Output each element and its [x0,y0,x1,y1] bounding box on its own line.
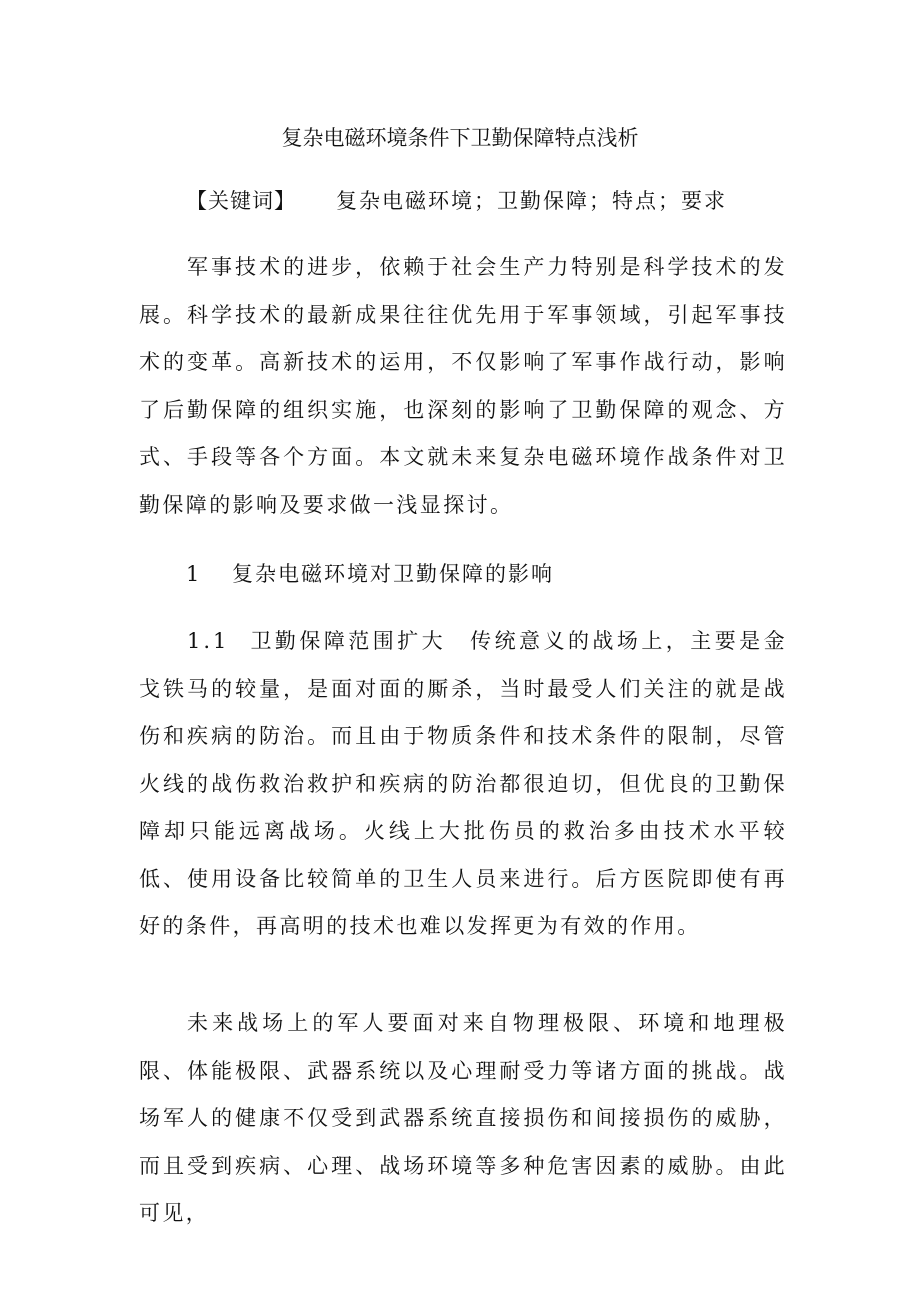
document-title: 复杂电磁环境条件下卫勤保障特点浅析 [281,126,639,150]
body-paragraph: 未来战场上的军人要面对来自物理极限、环境和地理极限、体能极限、武器系统以及心理耐受力等诸方面的挑战。战场军人的健康不仅受到武器系统直接损伤和间接损伤的威胁，而且受到疾病、心理、战场环境等多种危害因素的威胁。由此可见， [139,1011,787,1225]
keywords-label: 【关键词】 [186,189,296,213]
section-number: 1 [186,562,202,586]
subsection-number: 1.1 [187,629,230,653]
subsection-body: 传统意义的战场上，主要是金戈铁马的较量，是面对面的厮杀，当时最受人们关注的就是战伤和疾病的防治。而且由于物质条件和技术条件的限制，尽管火线的战伤救治救护和疾病的防治都很迫切，但优良的卫勤保障却只能远离战场。火线上大批伤员的救治多由技术水平较低、使用设备比较简单的卫生人员来进行。后方医院即使有再好的条件，再高明的技术也难以发挥更为有效的作用。 [139,629,788,938]
keywords-line [186,184,727,218]
subsection-title: 卫勤保障范围扩大 [249,629,447,653]
section-title: 复杂电磁环境对卫勤保障的影响 [232,562,554,586]
intro-paragraph: 军事技术的进步，依赖于社会生产力特别是科学技术的发展。科学技术的最新成果往往优先用于军事领域，引起军事技术的变革。高新技术的运用，不仅影响了军事作战行动，影响了后勤保障的组织实施，也深刻的影响了卫勤保障的观念、方式、手段等各个方面。本文就未来复杂电磁环境作战条件对卫勤保障的影响及要求做一浅显探讨。 [139,255,787,517]
section-heading [186,557,554,591]
subsection-paragraph [139,618,787,951]
keywords-value: 复杂电磁环境；卫勤保障；特点；要求 [336,189,727,213]
